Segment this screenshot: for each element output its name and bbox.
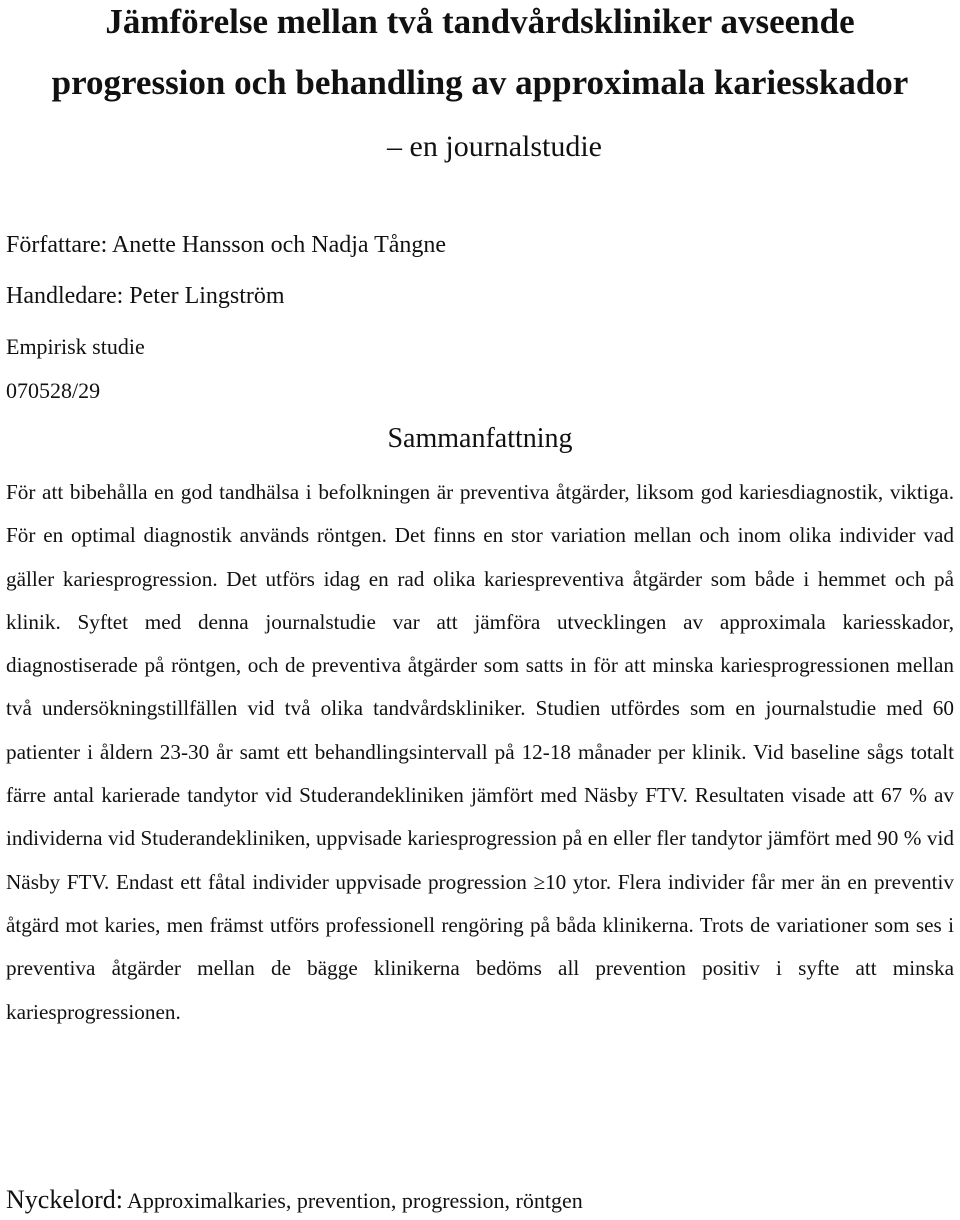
- authors: Författare: Anette Hansson och Nadja Tångne: [6, 232, 447, 258]
- subtitle: – en journalstudie: [387, 130, 602, 163]
- study-type: Empirisk studie: [6, 334, 145, 359]
- title-line-2: progression och behandling av approximala kariesskador: [51, 63, 909, 102]
- document-code: 070528/29: [6, 378, 101, 403]
- keywords-list: Approximalkaries, prevention, progression, röntgen: [126, 1188, 583, 1213]
- supervisor: Handledare: Peter Lingström: [6, 283, 285, 309]
- abstract-text: För att bibehålla en god tandhälsa i befolkningen är preventiva åtgärder, liksom god kariesdiagnostik, viktiga. För en optimal diagnostik används röntgen. Det finns en stor variation mellan och inom olika individer vad gäller kariesprogression. Det utförs idag en rad olika kariespreventiva åtgärder som både i hemmet och på klinik. Syftet med denna journalstudie var att jämföra utvecklingen av approximala kariesskador, diagnostiserade på röntgen, och de preventiva åtgärder som satts in för att minska kariesprogressionen mellan två undersökningstillfällen vid två olika tandvårdskliniker. Studien utfördes som en journalstudie med 60 patienter i åldern 23-30 år samt ett behandlingsintervall på 12-18 månader per klinik. Vid baseline sågs totalt färre antal karierade tandytor vid Studerandekliniken jämfört med Näsby FTV. Resultaten visade att 67 % av individerna vid Studerandekliniken, uppvisade kariesprogression på en eller fler tandytor jämfört med 90 % vid Näsby FTV. Endast ett fåtal individer uppvisade progression ≥10 ytor. Flera individer får mer än en preventiv åtgärd mot karies, men främst utförs professionell rengöring på båda klinikerna. Trots de variationer som ses i preventiva åtgärder mellan de bägge klinikerna bedöms all prevention positiv i syfte att minska kariesprogressionen.: [6, 480, 954, 1024]
- title-line-1: Jämförelse mellan två tandvårdskliniker avseende: [105, 2, 855, 41]
- keywords-label: Nyckelord:: [6, 1185, 123, 1214]
- abstract-heading: Sammanfattning: [387, 423, 573, 454]
